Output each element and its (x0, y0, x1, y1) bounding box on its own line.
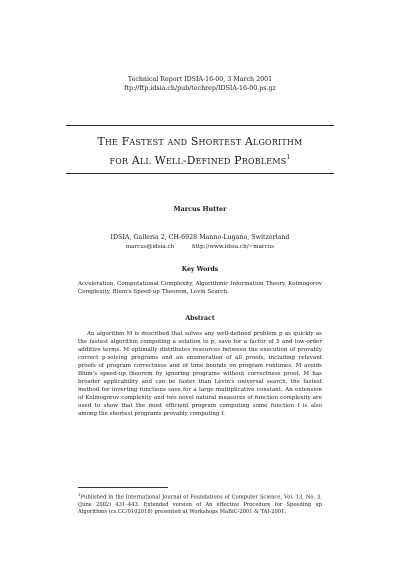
footnote-rule (78, 487, 168, 488)
title-footnote-mark: 1 (286, 154, 291, 161)
report-number: Technical Report IDSIA-16-00, 3 March 2001 (127, 76, 273, 83)
footnote-text: Published in the International Journal of Foundations of Computer Science, Vol. 13, No. 3, (June 2002) 431–443. Extended version of An effective Procedure for Speeding up Algorithms (cs.CC/0102018) presented at Workshops MaBiC-2001 & TAI-2001. (78, 494, 322, 515)
author-email: marcus@idsia.ch (125, 244, 175, 250)
abstract-heading: Abstract (185, 315, 215, 322)
paper-title-line-2-text: for All Well-Defined Problems (109, 154, 287, 167)
author-homepage: http://www.idsia.ch/~marcus (192, 244, 275, 250)
footnote (78, 491, 322, 516)
author-name: Marcus Hutter (173, 205, 227, 213)
title-rule-bottom (66, 173, 334, 174)
footnote-mark: 1 (78, 492, 81, 497)
keywords-text: Acceleration, Computational Complexity, Algorithmic Information Theory, Kolmogorov Complexity, Blum's Speed-up Theorem, Levin Search. (78, 281, 322, 295)
paper-title-line-1: The Fastest and Shortest Algorithm (97, 135, 303, 148)
ftp-address: ftp://ftp.idsia.ch/pub/techrep/IDSIA-16-00.ps.gz (124, 85, 276, 92)
paper-title-line-2 (0, 150, 400, 168)
author-contacts (0, 243, 400, 251)
abstract-text: An algorithm M is described that solves any well-defined problem p as quickly as the fastest algorithm computing a solution to p, save for a factor of 5 and low-order additive terms. M optimally distributes resources between the execution of provably correct p-solving programs and an enumeration of all proofs, including relevant proofs of program correctness and of time bounds on program runtimes. M avoids Blum's speed-up theorem by ignoring programs without correctness proof. M has broader applicability and can be faster than Levin's universal search, the fastest method for inverting functions save for a large multiplicative constant. An extension of Kolmogorov complexity and two novel natural measures of function complexity are used to show that the most efficient program computing some function f is also among the shortest programs provably computing f. (78, 331, 322, 417)
keywords-heading: Key Words (181, 266, 219, 273)
title-rule-top (66, 125, 334, 126)
author-affiliation: IDSIA, Galleria 2, CH-6928 Manno-Lugano, Switzerland (110, 234, 290, 241)
